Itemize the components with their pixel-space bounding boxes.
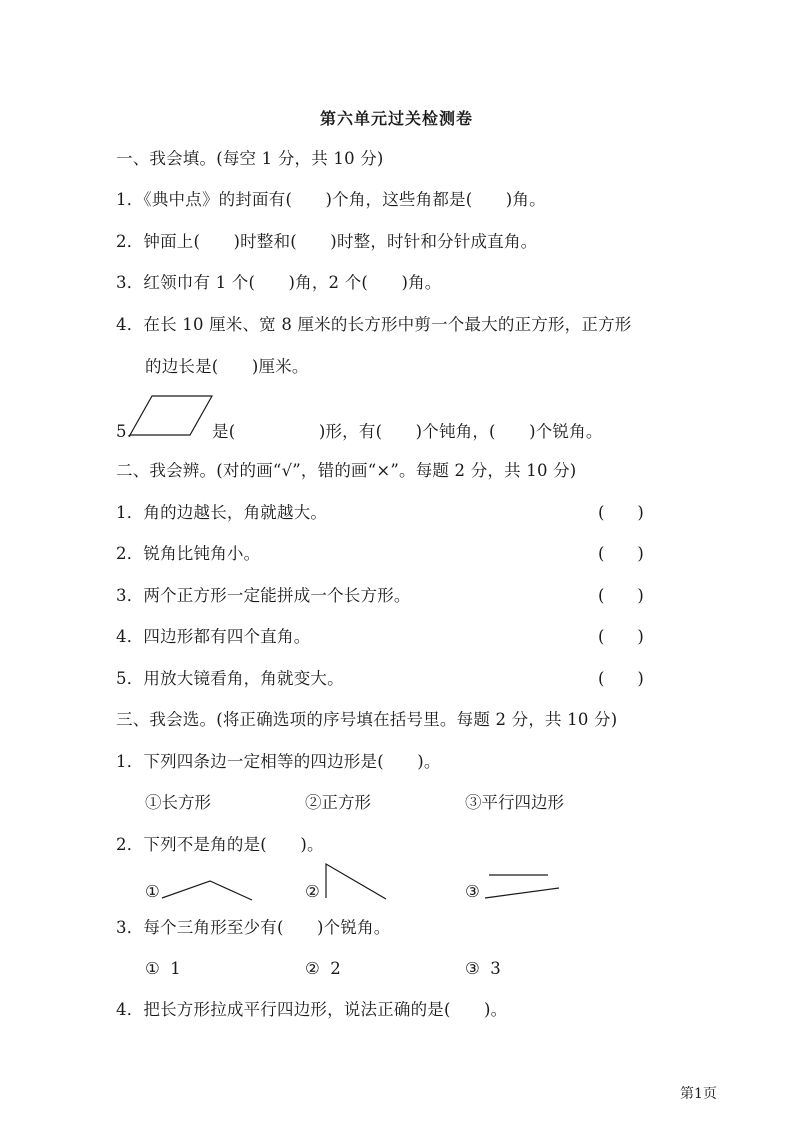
fill-question-4-line1: 4．在长 10 厘米、宽 8 厘米的长方形中剪一个最大的正方形，正方形	[116, 315, 632, 334]
judge-item-2: 2．锐角比钝角小。	[116, 544, 261, 563]
judge-item-5: 5．用放大镜看角，角就变大。	[116, 669, 344, 688]
section3-heading: 三、我会选。(将正确选项的序号填在括号里。每题 2 分，共 10 分)	[116, 710, 618, 729]
choice-3-option-a: ① 1	[145, 959, 181, 978]
judge-item-3: 3．两个正方形一定能拼成一个长方形。	[116, 586, 411, 605]
choice-1-option-c: ③平行四边形	[465, 793, 564, 812]
fill-question-5: 是( )形，有( )个钝角，( )个锐角。	[212, 422, 603, 441]
section2-heading: 二、我会辨。(对的画“√”，错的画“×”。每题 2 分，共 10 分)	[116, 461, 577, 480]
fill-question-4-line2: 的边长是( )厘米。	[145, 357, 309, 376]
choice-question-1: 1．下列四条边一定相等的四边形是( )。	[116, 752, 441, 771]
judge-item-1: 1．角的边越长，角就越大。	[116, 503, 328, 522]
choice-1-option-b: ②正方形	[305, 793, 371, 812]
choice-question-2: 2．下列不是角的是( )。	[116, 835, 324, 854]
choice-2-option-c: ③	[465, 882, 480, 901]
judge-bracket-4: ( )	[598, 627, 644, 646]
judge-bracket-3: ( )	[598, 586, 644, 605]
judge-bracket-5: ( )	[598, 669, 644, 688]
separate-lines-figure	[482, 870, 562, 902]
page-title: 第六单元过关检测卷	[319, 109, 473, 128]
judge-bracket-1: ( )	[598, 503, 644, 522]
fill-question-1: 1．《典中点》的封面有( )个角，这些角都是( )角。	[116, 190, 546, 209]
judge-item-4: 4．四边形都有四个直角。	[116, 627, 311, 646]
choice-question-3: 3．每个三角形至少有( )个锐角。	[116, 918, 391, 937]
open-angle-figure	[160, 878, 254, 902]
fill-question-2: 2．钟面上( )时整和( )时整，时针和分针成直角。	[116, 232, 538, 251]
page-number: 第1页	[680, 1086, 717, 1102]
parallelogram-figure	[128, 394, 214, 438]
choice-3-option-c: ③ 3	[465, 959, 501, 978]
choice-question-4: 4．把长方形拉成平行四边形，说法正确的是( )。	[116, 1000, 508, 1019]
choice-1-option-a: ①长方形	[145, 793, 211, 812]
fill-question-3: 3．红领巾有 1 个( )角，2 个( )角。	[116, 273, 442, 292]
choice-2-option-a: ①	[145, 882, 160, 901]
judge-bracket-2: ( )	[598, 544, 644, 563]
choice-2-option-b: ②	[305, 882, 320, 901]
choice-3-option-b: ② 2	[305, 959, 341, 978]
fill-question-5-number: 5.	[116, 422, 133, 441]
right-angle-figure	[320, 862, 390, 902]
section1-heading: 一、我会填。(每空 1 分，共 10 分)	[116, 149, 384, 168]
